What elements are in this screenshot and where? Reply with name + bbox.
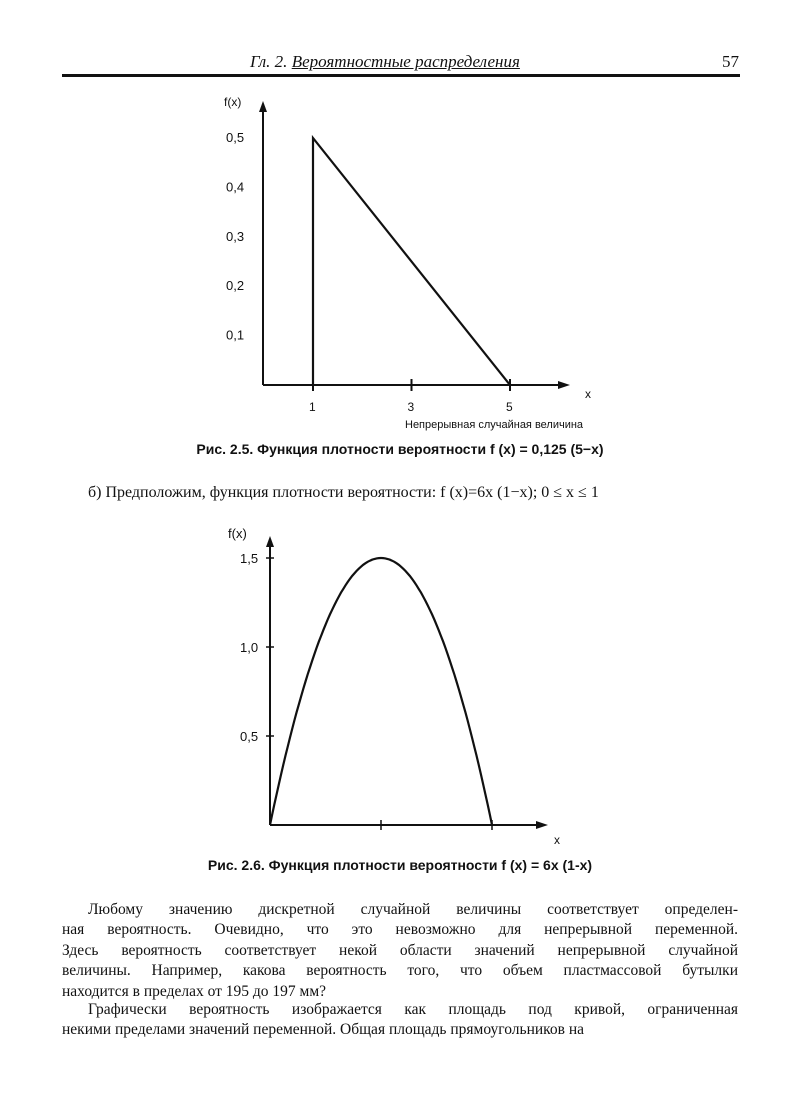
paragraph-2 xyxy=(62,1000,738,1041)
page-number: 57 xyxy=(722,52,739,71)
y-tick-label: 0,2 xyxy=(226,278,245,294)
x-tick-label: 1 xyxy=(309,400,316,414)
x-axis-subtitle: Непрерывная случайная величина xyxy=(405,419,584,431)
x-tick-label: 3 xyxy=(407,400,415,414)
figure-2-5-caption: Рис. 2.5. Функция плотности вероятности f (x) = 0,125 (5−x) xyxy=(196,441,604,457)
running-header-title: Вероятностные распределения xyxy=(291,52,520,71)
paragraph-line: Графически вероятность изображается как площадь под кривой, ограниченная xyxy=(88,1001,738,1018)
y-tick-label: 1,0 xyxy=(240,640,259,655)
paragraph-line: находится в пределах от 195 до 197 мм? xyxy=(62,982,327,1000)
paragraph-line: ная вероятность. Очевидно, что это невозможно для непрерывной переменной. xyxy=(62,921,738,939)
y-tick-label: 0,4 xyxy=(226,179,245,195)
paragraph-line: величины. Например, какова вероятность того, что объем пластмассовой бутылки xyxy=(62,962,738,980)
paragraph-1 xyxy=(62,900,738,1002)
running-header-prefix: Гл. 2. xyxy=(250,52,292,71)
x-axis-arrow xyxy=(536,821,548,829)
paragraph-line: некими пределами значений переменной. Общая площадь прямоугольников на xyxy=(62,1021,585,1039)
x-tick-label: 5 xyxy=(506,400,513,414)
y-axis-label: f(x) xyxy=(228,526,247,541)
y-tick-label: 0,5 xyxy=(240,729,259,744)
density-curve xyxy=(270,558,492,825)
y-axis-arrow xyxy=(266,536,274,547)
line-b-statement: б) Предположим, функция плотности вероятности: f (x)=6x (1−x); 0 ≤ x ≤ 1 xyxy=(88,484,599,501)
y-tick-label: 0,1 xyxy=(226,327,245,343)
paragraph-line: Любому значению дискретной случайной величины соответствует определен- xyxy=(88,901,738,918)
figure-2-6-caption: Рис. 2.6. Функция плотности вероятности f (x) = 6x (1-x) xyxy=(207,857,593,873)
paragraph-line: Здесь вероятность соответствует некой области значений непрерывной случайной xyxy=(62,941,738,959)
x-axis-label: x xyxy=(554,833,560,847)
y-axis-label: f(x) xyxy=(224,95,242,109)
x-axis-label: x xyxy=(585,387,591,401)
y-tick-label: 0,3 xyxy=(226,228,245,244)
y-tick-label: 0,5 xyxy=(226,130,245,145)
y-tick-label: 1,5 xyxy=(240,551,259,566)
